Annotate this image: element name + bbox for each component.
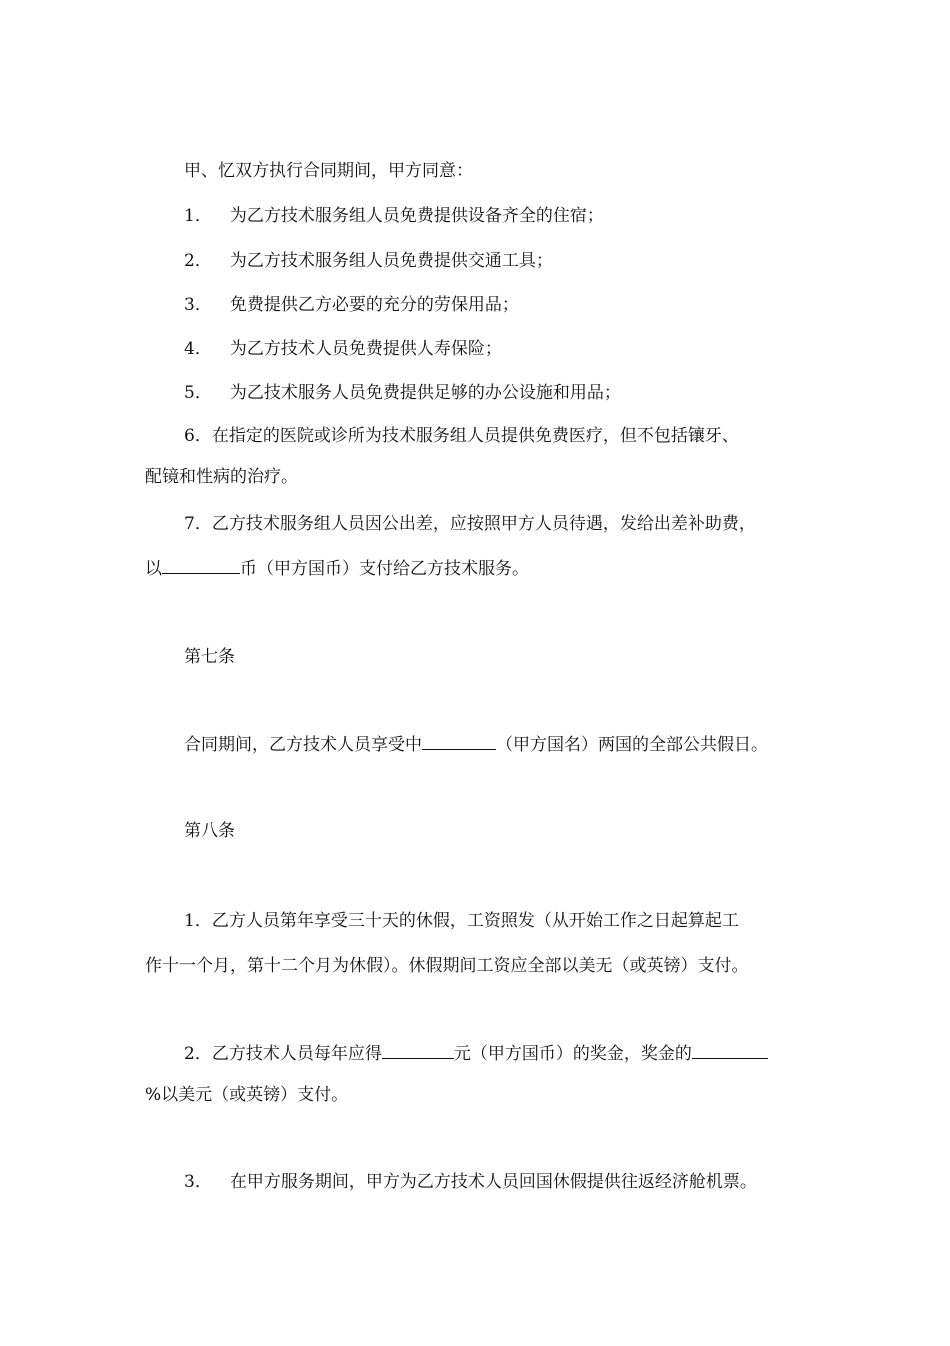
list-item-text: 在甲方服务期间，甲方为乙方技术人员回国休假提供往返经济舱机票。: [229, 1172, 757, 1192]
article-7-text: 合同期间，乙方技术人员享受中 （甲方国名）两国的全部公共假日。: [184, 735, 768, 755]
article-8-item-1-line-1: 1．乙方人员第年享受三十天的休假，工资照发（从开始工作之日起算起工: [184, 911, 739, 931]
list-item-5: [184, 382, 621, 404]
fill-in-blank: [692, 1042, 768, 1059]
list-item-text: 为乙方技术人员免费提供人寿保险；: [229, 339, 502, 359]
list-item-4: [184, 338, 502, 360]
intro-line: 甲、忆双方执行合同期间，甲方同意：: [184, 161, 473, 181]
list-item-text: 为乙方技术服务组人员免费提供设备齐全的住宿；: [229, 206, 604, 226]
list-item-text: 为乙技术服务人员免费提供足够的办公设施和用品；: [229, 383, 621, 403]
list-item-2: [184, 250, 553, 272]
list-item-number: 4．: [184, 339, 212, 359]
list-item-number: 3．: [184, 295, 212, 315]
list-item-number: 1．: [184, 206, 212, 226]
list-item-text: 为乙方技术服务组人员免费提供交通工具；: [229, 251, 553, 271]
article-7-title: 第七条: [184, 647, 235, 667]
list-item-7-line-2: 以 币（甲方国币）支付给乙方技术服务。: [145, 559, 529, 579]
article-8-item-3: [184, 1171, 757, 1193]
fill-in-blank: [382, 1042, 454, 1059]
article-8-item-2-line-2: %以美元（或英镑）支付。: [145, 1085, 349, 1105]
article-8-title: 第八条: [184, 821, 235, 841]
list-item-text: 免费提供乙方必要的充分的劳保用品；: [229, 295, 519, 315]
list-item-number: 5．: [184, 383, 212, 403]
list-item-7-line-1: 7．乙方技术服务组人员因公出差，应按照甲方人员待遇，发给出差补助费，: [184, 514, 756, 534]
list-item-1: [184, 205, 604, 227]
list-item-3: [184, 294, 519, 316]
list-item-number: 3．: [184, 1172, 212, 1192]
article-8-item-1-line-2: 作十一个月，第十二个月为休假）。休假期间工资应全部以美无（或英镑）支付。: [145, 956, 749, 976]
list-item-6-line-2: 配镜和性病的治疗。: [145, 467, 298, 487]
article-8-item-2-line-1: 2．乙方技术人员每年应得 元（甲方国币）的奖金，奖金的: [184, 1042, 768, 1065]
list-item-number: 2．: [184, 251, 212, 271]
fill-in-blank: [162, 557, 240, 574]
fill-in-blank: [422, 733, 496, 750]
list-item-6-line-1: 6．在指定的医院或诊所为技术服务组人员提供免费医疗，但不包括镶牙、: [184, 426, 739, 446]
